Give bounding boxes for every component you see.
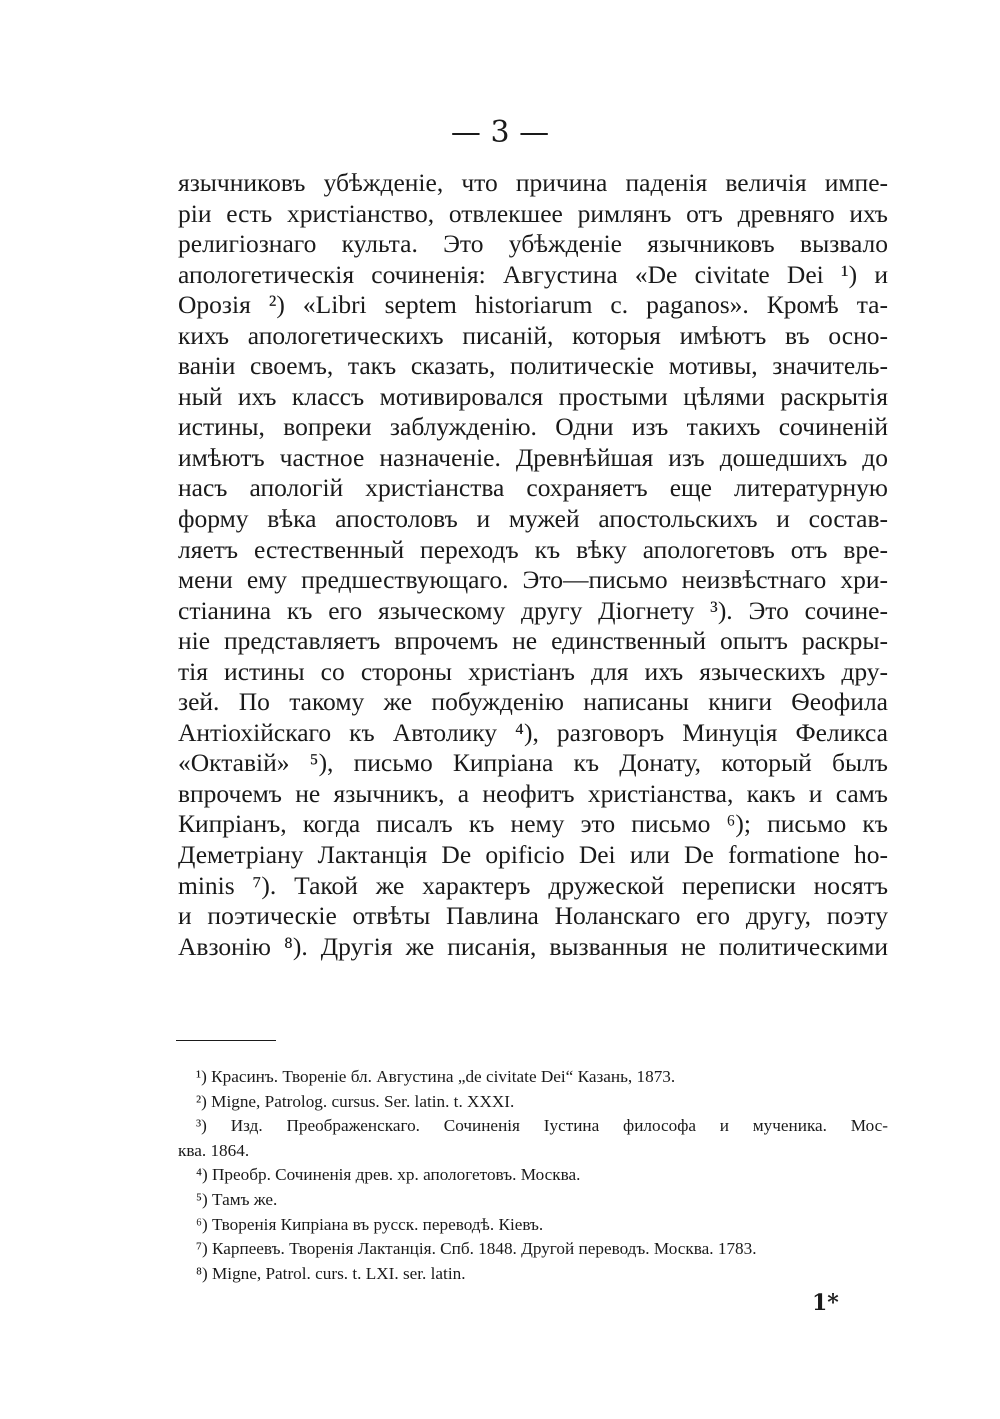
text-line: апологетическія сочиненія: Августина «De civitate Dei ¹) и: [178, 259, 888, 289]
text-line: и поэтическіе отвѣты Павлина Ноланскаго его другу, поэту: [178, 901, 888, 931]
text-line: религіознаго культа. Это убѣжденіе язычниковъ вызвало: [178, 229, 888, 259]
page-number: — 3 —: [450, 115, 550, 150]
footnote: ³) Изд. Преображенскаго. Сочиненія Іустина философа и мученика. Мос-: [196, 1116, 888, 1136]
text-line: мени ему предшествующаго. Это—письмо неизвѣстнаго хри-: [178, 565, 888, 595]
text-line: форму вѣка апостоловъ и мужей апостольскихъ и состав-: [178, 504, 888, 534]
text-line: стіанина къ его языческому другу Діогнету ³). Это сочине-: [178, 595, 888, 625]
text-line: Антіохійскаго къ Автолику ⁴), разговоръ Минуція Феликса: [178, 717, 888, 747]
footnote: ⁶) Творенія Кипріана въ русск. переводѣ. Кіевъ.: [196, 1214, 544, 1234]
text-line: Деметріану Лактанція De opificio Dei или De formatione ho-: [178, 840, 888, 870]
text-line: Авзонію ⁸). Другія же писанія, вызванныя не политическими: [178, 931, 888, 961]
text-line: кихъ апологетическихъ писаній, которыя имѣютъ въ осно-: [178, 320, 888, 350]
text-line: имѣютъ частное назначеніе. Древнѣйшая изъ дошедшихъ до: [178, 442, 888, 472]
text-line: ный ихъ классъ мотивировался простыми цѣлями раскрытія: [178, 381, 888, 411]
footnote: ⁸) Migne, Patrol. curs. t. LXI. ser. latin.: [196, 1263, 466, 1283]
footnote: ¹) Красинъ. Твореніе бл. Августина „de civitate Dei“ Казань, 1873.: [196, 1067, 676, 1086]
text-line: тія истины со стороны христіанъ для ихъ языческихъ дру-: [178, 656, 888, 686]
text-line: minis ⁷). Такой же характеръ дружеской переписки носятъ: [178, 870, 888, 900]
footnote-continuation: ква. 1864.: [178, 1140, 250, 1160]
footnote: ⁴) Преобр. Сочиненія древ. хр. апологетовъ. Москва.: [196, 1165, 581, 1185]
text-line: насъ апологій христіанства сохраняетъ еще литературную: [178, 473, 888, 503]
signature-mark: 1*: [812, 1290, 839, 1316]
text-line: ваніи своемъ, такъ сказать, политическіе мотивы, значитель-: [178, 351, 888, 381]
text-line: Орозія ²) «Libri septem historiarum c. paganos». Кромѣ та-: [178, 290, 888, 320]
footnote: ²) Migne, Patrolog. cursus. Ser. latin. t. XXXI.: [196, 1091, 515, 1111]
text-line: ляетъ естественный переходъ къ вѣку апологетовъ отъ вре-: [178, 534, 888, 564]
text-line: язычниковъ убѣжденіе, что причина паденія величія импе-: [178, 168, 888, 197]
footnotes: [178, 1065, 888, 1286]
footnote-divider: [176, 1040, 276, 1041]
footnote: ⁷) Карпеевъ. Творенія Лактанція. Спб. 1848. Другой переводъ. Москва. 1783.: [196, 1239, 757, 1259]
text-line: истины, вопреки заблужденію. Одни изъ такихъ сочиненій: [178, 412, 888, 442]
text-line: зей. По такому же побужденію написаны книги Ѳеофила: [178, 687, 888, 717]
text-line: ріи есть христіанство, отвлекшее римлянъ отъ древняго ихъ: [178, 198, 888, 228]
text-line: ніе представляетъ впрочемъ не единственный опытъ раскры-: [178, 626, 888, 656]
text-line: впрочемъ не язычникъ, а неофитъ христіанства, какъ и самъ: [178, 778, 888, 808]
footnote: ⁵) Тамъ же.: [196, 1189, 278, 1209]
text-line: «Октавій» ⁵), письмо Кипріана къ Донату, который былъ: [178, 748, 888, 778]
main-text: [178, 168, 888, 962]
text-line: Кипріанъ, когда писалъ къ нему это письмо ⁶); письмо къ: [178, 809, 888, 839]
